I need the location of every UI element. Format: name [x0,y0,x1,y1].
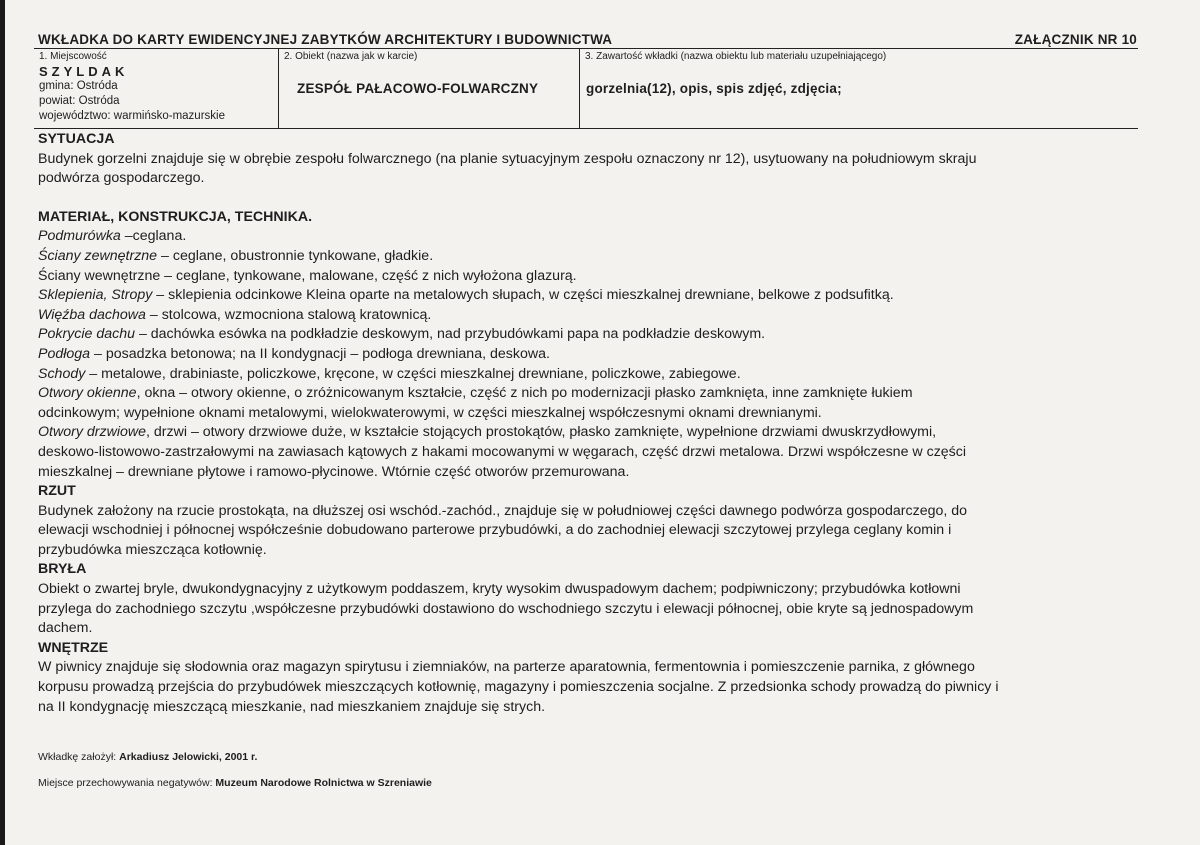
value-outer-walls: – ceglane, obustronnie tynkowane, gładkie. [157,247,434,264]
material-line [38,423,1158,443]
material-line [38,325,1158,345]
material-line [38,345,1158,365]
material-line: deskowo-listowowo-zastrzałowymi na zawiasach kątowych z hakami mocowanymi w węgarach, część drzwi metalowa. Drzwi współczesne w części [38,443,967,460]
voivodeship-value: województwo: warmińsko-mazurskie [39,110,225,123]
interior-line: na II kondygnację mieszczącą mieszkanie, nad mieszkaniem znajduje się strych. [38,698,546,715]
gmina-value: gmina: Ostróda [39,80,118,92]
section-heading-situation: SYTUACJA [38,131,115,147]
section-heading-plan: RZUT [38,483,76,500]
field-location [34,49,278,128]
contents-value: gorzelnia(12), opis, spis zdjęć, zdjęcia; [586,81,842,96]
term-doors: Otwory drzwiowe [38,424,147,441]
material-line [38,306,1158,326]
term-stairs: Schody [38,365,86,382]
author-note [38,751,257,763]
metadata-table [34,48,1138,129]
value-roofing: – dachówka esówka na podkładzie deskowym, nad przybudówkami papa na podkładzie deskowym. [135,326,766,343]
field-object [278,49,579,128]
plan-line: elewacji wschodniej i północnej współcześnie dobudowano parterowe przybudówki, a do zachodniej elewacji szczytowej przylega ceglany komin i [38,522,952,539]
value-foundation: –ceglana. [120,228,187,245]
plan-line: przybudówka mieszcząca kotłownię. [38,541,267,558]
field-contents-label: 3. Zawartość wkładki (nazwa obiektu lub materiału uzupełniającego) [585,51,887,62]
card-edge-shadow [0,0,5,845]
value-windows: , okna – otwory okienne, o zróżnicowanym kształcie, część z nich po modernizacji płasko zamknięta, inne zamknięte łukiem [136,385,913,402]
value-vaults: – sklepienia odcinkowe Kleina oparte na metalowych słupach, w części mieszkalnej drewniane, belkowe z podsufitką. [152,287,894,304]
material-line [38,227,1158,247]
powiat-value: powiat: Ostróda [39,95,120,108]
term-windows: Otwory okienne [38,385,137,402]
term-roof-truss: Więźba dachowa [38,306,146,323]
massing-line: dachem. [38,620,93,637]
value-floor: – posadzka betonowa; na II kondygnacji – podłoga drewniana, deskowa. [90,345,550,362]
term-outer-walls: Ściany zewnętrzne [38,247,158,264]
object-name: ZESPÓŁ PAŁACOWO-FOLWARCZNY [297,81,539,96]
author-name: Arkadiusz Jelowicki, 2001 r. [119,751,258,763]
section-heading-interior: WNĘTRZE [38,639,109,656]
material-line: odcinkowym; wypełnione oknami metalowymi, wielokwaterowymi, w części mieszkalnej współczesnymi oknami drewnianymi. [38,404,822,421]
situation-line: podwórza gospodarczego. [38,170,205,187]
material-line [38,365,1158,385]
term-roofing: Pokrycie dachu [38,326,135,343]
storage-label: Miejsce przechowywania negatywów: [38,777,216,789]
situation-line: Budynek gorzelni znajduje się w obrębie zespołu folwarcznego (na planie sytuacyjnym zespołu oznaczony nr 12), usytuowany na południowym skraju [38,150,977,167]
material-line [38,247,1158,267]
material-line [38,286,1158,306]
storage-location: Muzeum Narodowe Rolnictwa w Szreniawie [215,777,432,789]
description-body [38,130,1158,717]
form-title: WKŁADKA DO KARTY EWIDENCYJNEJ ZABYTKÓW ARCHITEKTURY I BUDOWNICTWA [38,32,613,47]
term-floor: Podłoga [38,345,91,362]
section-heading-massing: BRYŁA [38,561,87,578]
place-name: SZYLDAK [39,64,129,79]
annex-number: ZAŁĄCZNIK NR 10 [1014,32,1137,47]
spacer [38,189,1158,208]
value-roof-truss: – stolcowa, wzmocniona stalową kratownicą. [145,306,432,323]
massing-line: przylega do zachodniego szczytu ,współczesne przybudówki dostawiono do wschodniego szczytu i elewacji północnej, obie kryte są jednospadowym [38,600,974,617]
plan-line: Budynek założony na rzucie prostokąta, na dłuższej osi wschód.-zachód., znajduje się w południowej części dawnego podwórza gospodarczego, do [38,502,968,519]
field-object-label: 2. Obiekt (nazwa jak w karcie) [284,51,418,62]
massing-line: Obiekt o zwartej bryle, dwukondygnacyjny z użytkowym poddaszem, kryty wysokim dwuspadowym dachem; podpiwniczony; przybudówka kotłowni [38,581,961,598]
material-line [38,384,1158,404]
author-label: Wkładkę założył: [38,751,120,763]
material-line: mieszkalnej – drewniane płytowe i ramowo-płycinowe. Wtórnie część otworów przemurowana. [38,463,630,480]
value-stairs: – metalowe, drabiniaste, policzkowe, kręcone, w części mieszkalnej drewniane, policzkowe, zabiegowe. [85,365,741,382]
interior-line: W piwnicy znajduje się słodownia oraz magazyn spirytusu i ziemniaków, na parterze aparatownia, fermentownia i pomieszczenie parnika, z głównego [38,659,975,676]
section-heading-material: MATERIAŁ, KONSTRUKCJA, TECHNIKA. [38,208,313,225]
term-foundation: Podmurówka [38,228,121,245]
field-contents [579,49,1138,128]
interior-line: korpusu prowadzą przejścia do przybudówek mieszczących kotłownię, magazyny i pomieszczenia socjalne. Z przedsionka schody prowadzą do piwnicy i [38,679,999,696]
material-line: Ściany wewnętrzne – ceglane, tynkowane, malowane, część z nich wyłożona glazurą. [38,267,577,284]
field-location-label: 1. Miejscowość [39,51,107,62]
value-doors: , drzwi – otwory drzwiowe duże, w kształcie stojących prostokątów, płasko zamknięte, wypełnione drzwiami dwuskrzydłowymi, [146,424,937,441]
storage-note [38,777,432,789]
term-vaults: Sklepienia, Stropy [38,287,153,304]
